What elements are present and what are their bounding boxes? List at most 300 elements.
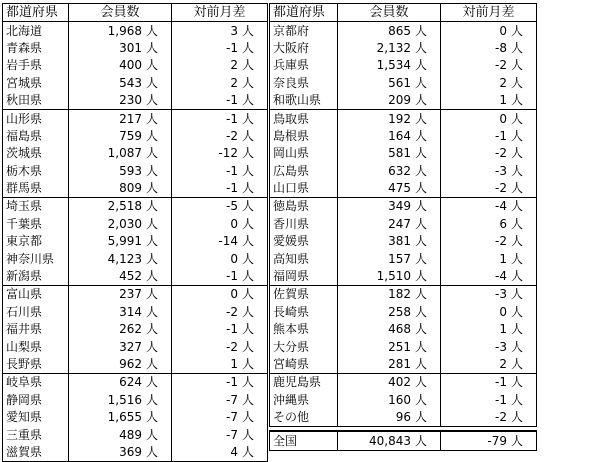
prefecture-cell <box>270 233 338 250</box>
unit-label: 人 <box>415 146 428 161</box>
diff-value: -2 <box>495 234 507 249</box>
members-cell <box>69 409 172 426</box>
unit-label: 人 <box>242 216 255 231</box>
diff-header-label: 対前月差 <box>462 5 515 21</box>
unit-label: 人 <box>511 392 524 407</box>
diff-value: 0 <box>230 216 238 231</box>
diff-value: -1 <box>226 111 238 126</box>
prefecture-cell <box>3 392 69 409</box>
unit-label: 人 <box>146 23 159 38</box>
unit-label: 人 <box>146 75 159 90</box>
prefecture-name: 愛媛県 <box>273 234 310 249</box>
prefecture-cell <box>3 286 69 304</box>
members-cell <box>69 216 172 233</box>
table-row <box>270 268 537 286</box>
members-cell <box>338 431 441 450</box>
unit-label: 人 <box>146 322 159 337</box>
unit-label: 人 <box>415 40 428 55</box>
pref-header-label: 都道府県 <box>273 5 326 21</box>
prefecture-name: その他 <box>273 410 310 425</box>
pref-header-label: 都道府県 <box>6 5 59 21</box>
members-value: 759 <box>119 128 142 143</box>
members-cell <box>69 444 172 462</box>
unit-label: 人 <box>415 111 428 126</box>
diff-cell <box>441 40 537 57</box>
unit-label: 人 <box>146 58 159 73</box>
members-cell <box>69 268 172 286</box>
diff-cell <box>172 75 268 92</box>
prefecture-name: 岩手県 <box>6 58 43 73</box>
diff-cell <box>172 304 268 321</box>
prefecture-name: 福井県 <box>6 322 43 337</box>
right-membership-table <box>269 3 537 451</box>
prefecture-name: 高知県 <box>273 251 310 266</box>
unit-label: 人 <box>415 163 428 178</box>
diff-value: 2 <box>230 58 238 73</box>
unit-label: 人 <box>146 111 159 126</box>
members-cell <box>338 286 441 304</box>
unit-label: 人 <box>415 251 428 266</box>
prefecture-cell <box>270 110 338 128</box>
members-cell <box>338 40 441 57</box>
members-value: 209 <box>388 93 411 108</box>
unit-label: 人 <box>415 392 428 407</box>
unit-label: 人 <box>146 427 159 442</box>
diff-cell <box>441 216 537 233</box>
prefecture-cell <box>270 250 338 267</box>
unit-label: 人 <box>242 269 255 284</box>
diff-value: -79 <box>487 433 507 448</box>
prefecture-name: 山形県 <box>6 111 43 126</box>
diff-cell <box>172 444 268 462</box>
unit-label: 人 <box>242 93 255 108</box>
diff-cell <box>441 250 537 267</box>
prefecture-name: 長崎県 <box>273 304 310 319</box>
table-row <box>3 92 268 110</box>
unit-label: 人 <box>511 339 524 354</box>
prefecture-cell <box>270 431 338 450</box>
prefecture-name: 岡山県 <box>273 146 310 161</box>
table-row <box>270 198 537 216</box>
members-cell <box>69 426 172 443</box>
diff-cell <box>172 92 268 110</box>
diff-cell <box>441 321 537 338</box>
diff-value: -2 <box>226 128 238 143</box>
table-row <box>270 321 537 338</box>
members-header <box>338 4 441 22</box>
unit-label: 人 <box>242 322 255 337</box>
diff-cell <box>441 392 537 409</box>
prefecture-name: 京都府 <box>273 23 310 38</box>
unit-label: 人 <box>242 410 255 425</box>
prefecture-name: 山梨県 <box>6 339 43 354</box>
unit-label: 人 <box>415 93 428 108</box>
members-value: 4,123 <box>107 251 142 266</box>
table-row <box>3 286 268 304</box>
members-value: 1,655 <box>107 410 142 425</box>
diff-cell <box>172 22 268 40</box>
prefecture-cell <box>270 145 338 162</box>
prefecture-cell <box>3 250 69 267</box>
table-row <box>3 57 268 74</box>
members-value: 865 <box>388 23 411 38</box>
prefecture-cell <box>3 163 69 180</box>
members-cell <box>69 233 172 250</box>
unit-label: 人 <box>415 339 428 354</box>
diff-value: -2 <box>226 339 238 354</box>
diff-value: -1 <box>495 128 507 143</box>
unit-label: 人 <box>415 58 428 73</box>
unit-label: 人 <box>242 163 255 178</box>
diff-value: 1 <box>499 322 507 337</box>
prefecture-cell <box>270 268 338 286</box>
members-value: 962 <box>119 357 142 371</box>
diff-value: -1 <box>226 269 238 284</box>
diff-value: -3 <box>495 163 507 178</box>
prefecture-cell <box>3 110 69 128</box>
unit-label: 人 <box>146 287 159 302</box>
members-value: 809 <box>119 181 142 196</box>
diff-value: -1 <box>495 392 507 407</box>
unit-label: 人 <box>146 93 159 108</box>
members-value: 1,534 <box>376 58 411 73</box>
unit-label: 人 <box>415 357 428 371</box>
members-cell <box>69 304 172 321</box>
diff-value: 0 <box>230 287 238 302</box>
table-row <box>3 233 268 250</box>
members-value: 230 <box>119 93 142 108</box>
members-cell <box>69 356 172 374</box>
diff-cell <box>441 128 537 145</box>
unit-label: 人 <box>511 40 524 55</box>
unit-label: 人 <box>511 251 524 266</box>
members-cell <box>69 92 172 110</box>
diff-cell <box>441 92 537 110</box>
diff-cell <box>441 198 537 216</box>
diff-cell <box>441 22 537 40</box>
members-cell <box>69 338 172 355</box>
diff-cell <box>172 250 268 267</box>
members-value: 314 <box>119 304 142 319</box>
members-cell <box>338 304 441 321</box>
members-value: 475 <box>388 181 411 196</box>
prefecture-cell <box>3 374 69 392</box>
diff-value: 2 <box>499 75 507 90</box>
unit-label: 人 <box>511 322 524 337</box>
prefecture-cell <box>270 40 338 57</box>
members-cell <box>69 57 172 74</box>
unit-label: 人 <box>146 444 159 459</box>
members-value: 251 <box>388 339 411 354</box>
unit-label: 人 <box>415 287 428 302</box>
members-value: 349 <box>388 199 411 214</box>
diff-cell <box>172 392 268 409</box>
unit-label: 人 <box>511 216 524 231</box>
table-row <box>270 338 537 355</box>
members-cell <box>338 145 441 162</box>
prefecture-cell <box>270 92 338 110</box>
total-row <box>270 431 537 450</box>
prefecture-cell <box>3 444 69 462</box>
prefecture-name: 青森県 <box>6 40 43 55</box>
unit-label: 人 <box>242 304 255 319</box>
unit-label: 人 <box>511 163 524 178</box>
prefecture-cell <box>270 163 338 180</box>
prefecture-name: 岐阜県 <box>6 375 43 390</box>
unit-label: 人 <box>242 427 255 442</box>
members-cell <box>338 198 441 216</box>
unit-label: 人 <box>242 375 255 390</box>
prefecture-name: 東京都 <box>6 234 43 249</box>
table-row <box>3 40 268 57</box>
members-value: 164 <box>388 128 411 143</box>
unit-label: 人 <box>146 216 159 231</box>
diff-value: -7 <box>226 410 238 425</box>
unit-label: 人 <box>511 128 524 143</box>
prefecture-name: 秋田県 <box>6 93 43 108</box>
unit-label: 人 <box>242 23 255 38</box>
members-value: 593 <box>119 163 142 178</box>
unit-label: 人 <box>511 269 524 284</box>
prefecture-cell <box>270 409 338 427</box>
unit-label: 人 <box>146 269 159 284</box>
unit-label: 人 <box>146 146 159 161</box>
members-value: 237 <box>119 287 142 302</box>
prefecture-cell <box>3 426 69 443</box>
unit-label: 人 <box>415 433 428 448</box>
table-row <box>270 216 537 233</box>
diff-cell <box>441 431 537 450</box>
table-row <box>3 163 268 180</box>
members-value: 543 <box>119 75 142 90</box>
prefecture-name: 埼玉県 <box>6 199 43 214</box>
unit-label: 人 <box>511 287 524 302</box>
table-row <box>270 180 537 198</box>
unit-label: 人 <box>146 199 159 214</box>
unit-label: 人 <box>146 304 159 319</box>
members-value: 327 <box>119 339 142 354</box>
header-row <box>270 4 537 22</box>
table-row <box>270 409 537 427</box>
unit-label: 人 <box>242 111 255 126</box>
unit-label: 人 <box>146 234 159 249</box>
diff-value: -1 <box>226 40 238 55</box>
members-value: 1,087 <box>107 146 142 161</box>
members-value: 1,510 <box>376 269 411 284</box>
diff-cell <box>172 216 268 233</box>
prefecture-name: 石川県 <box>6 304 43 319</box>
members-value: 2,518 <box>107 199 142 214</box>
prefecture-name: 千葉県 <box>6 216 43 231</box>
prefecture-name: 大分県 <box>273 339 310 354</box>
members-value: 5,991 <box>107 234 142 249</box>
unit-label: 人 <box>242 75 255 90</box>
members-header <box>69 4 172 22</box>
diff-cell <box>441 110 537 128</box>
members-cell <box>338 374 441 392</box>
diff-value: 0 <box>230 251 238 266</box>
unit-label: 人 <box>242 392 255 407</box>
prefecture-cell <box>3 145 69 162</box>
members-value: 632 <box>388 163 411 178</box>
unit-label: 人 <box>511 23 524 38</box>
unit-label: 人 <box>242 251 255 266</box>
prefecture-name: 和歌山県 <box>273 93 322 108</box>
members-cell <box>69 321 172 338</box>
unit-label: 人 <box>511 146 524 161</box>
members-value: 581 <box>388 146 411 161</box>
prefecture-cell <box>3 356 69 374</box>
unit-label: 人 <box>146 392 159 407</box>
prefecture-name: 鳥取県 <box>273 111 310 126</box>
members-cell <box>69 40 172 57</box>
table-row <box>3 180 268 198</box>
members-cell <box>338 163 441 180</box>
pref-header <box>3 4 69 22</box>
table-row <box>270 163 537 180</box>
unit-label: 人 <box>146 375 159 390</box>
prefecture-name: 愛知県 <box>6 410 43 425</box>
table-row <box>3 426 268 443</box>
table-row <box>270 304 537 321</box>
prefecture-cell <box>270 180 338 198</box>
diff-cell <box>441 304 537 321</box>
diff-value: -12 <box>218 146 238 161</box>
members-value: 400 <box>119 58 142 73</box>
unit-label: 人 <box>242 287 255 302</box>
diff-cell <box>172 128 268 145</box>
diff-cell <box>441 338 537 355</box>
diff-cell <box>441 180 537 198</box>
unit-label: 人 <box>146 163 159 178</box>
prefecture-cell <box>270 374 338 392</box>
members-value: 281 <box>388 357 411 371</box>
prefecture-cell <box>3 128 69 145</box>
diff-cell <box>172 57 268 74</box>
unit-label: 人 <box>146 181 159 196</box>
unit-label: 人 <box>146 410 159 425</box>
prefecture-cell <box>3 321 69 338</box>
table-row <box>3 304 268 321</box>
members-cell <box>69 128 172 145</box>
diff-cell <box>441 268 537 286</box>
members-cell <box>69 286 172 304</box>
table-row <box>270 392 537 409</box>
members-value: 489 <box>119 427 142 442</box>
members-value: 624 <box>119 375 142 390</box>
members-value: 452 <box>119 269 142 284</box>
table-row <box>270 145 537 162</box>
unit-label: 人 <box>511 304 524 319</box>
diff-cell <box>172 338 268 355</box>
unit-label: 人 <box>415 216 428 231</box>
prefecture-cell <box>270 57 338 74</box>
diff-cell <box>441 233 537 250</box>
members-header-label: 会員数 <box>100 5 140 21</box>
prefecture-cell <box>270 286 338 304</box>
table-row <box>270 110 537 128</box>
members-value: 402 <box>388 375 411 390</box>
prefecture-cell <box>3 338 69 355</box>
table-row <box>3 444 268 462</box>
diff-header-label: 対前月差 <box>193 5 246 21</box>
unit-label: 人 <box>511 234 524 249</box>
diff-cell <box>441 75 537 92</box>
unit-label: 人 <box>242 128 255 143</box>
table-row <box>3 338 268 355</box>
prefecture-cell <box>3 75 69 92</box>
diff-cell <box>172 268 268 286</box>
members-cell <box>338 128 441 145</box>
members-cell <box>338 233 441 250</box>
prefecture-name: 山口県 <box>273 181 310 196</box>
diff-value: -3 <box>495 287 507 302</box>
prefecture-name: 広島県 <box>273 163 310 178</box>
table-row <box>3 356 268 374</box>
unit-label: 人 <box>146 357 159 371</box>
prefecture-cell <box>270 198 338 216</box>
diff-cell <box>172 233 268 250</box>
members-value: 192 <box>388 111 411 126</box>
diff-value: -4 <box>495 269 507 284</box>
diff-value: -2 <box>495 410 507 425</box>
unit-label: 人 <box>511 199 524 214</box>
members-cell <box>69 75 172 92</box>
diff-value: -1 <box>226 163 238 178</box>
unit-label: 人 <box>415 375 428 390</box>
members-value: 157 <box>388 251 411 266</box>
prefecture-name: 三重県 <box>6 427 43 442</box>
prefecture-cell <box>3 268 69 286</box>
table-row <box>270 57 537 74</box>
diff-value: -1 <box>226 181 238 196</box>
unit-label: 人 <box>242 146 255 161</box>
prefecture-name: 富山県 <box>6 287 43 302</box>
diff-value: -2 <box>226 304 238 319</box>
members-cell <box>69 180 172 198</box>
table-row <box>270 233 537 250</box>
table-row <box>3 250 268 267</box>
table-row <box>3 374 268 392</box>
unit-label: 人 <box>242 58 255 73</box>
diff-cell <box>441 145 537 162</box>
diff-cell <box>172 321 268 338</box>
table-row <box>270 356 537 374</box>
diff-cell <box>172 145 268 162</box>
left-membership-table <box>2 3 268 462</box>
diff-value: 2 <box>230 75 238 90</box>
table-row <box>3 22 268 40</box>
diff-value: 1 <box>230 357 238 371</box>
pref-header <box>270 4 338 22</box>
diff-value: -3 <box>495 339 507 354</box>
table-row <box>3 198 268 216</box>
unit-label: 人 <box>415 304 428 319</box>
members-value: 1,968 <box>107 23 142 38</box>
members-cell <box>338 321 441 338</box>
members-cell <box>338 75 441 92</box>
diff-cell <box>172 180 268 198</box>
unit-label: 人 <box>415 199 428 214</box>
prefecture-name: 宮崎県 <box>273 357 310 371</box>
diff-value: -1 <box>226 93 238 108</box>
unit-label: 人 <box>415 410 428 425</box>
diff-value: -2 <box>495 58 507 73</box>
diff-value: -7 <box>226 392 238 407</box>
members-value: 468 <box>388 322 411 337</box>
members-cell <box>338 180 441 198</box>
table-row <box>3 216 268 233</box>
